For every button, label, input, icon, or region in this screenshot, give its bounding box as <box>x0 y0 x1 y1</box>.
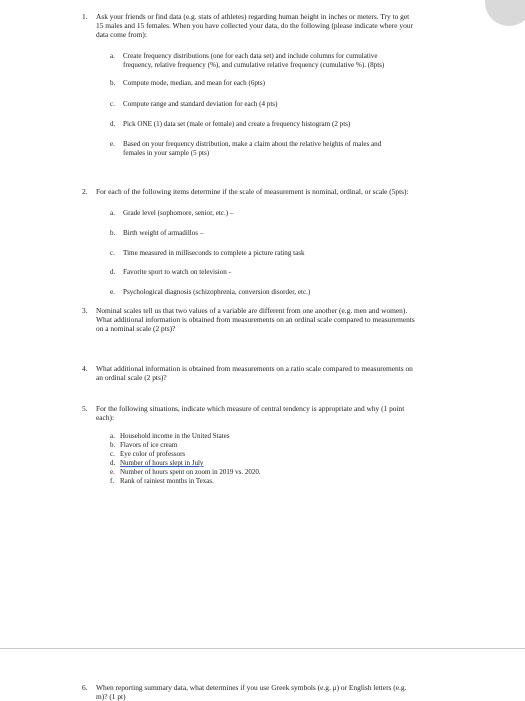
item-text-line: Grade level (sophomore, senior, etc.) – <box>123 209 234 217</box>
question-number: 6. <box>82 683 88 692</box>
question-number: 3. <box>82 306 88 315</box>
question-text-line: What additional information is obtained from measurements on an ordinal scale compared to measurements <box>96 315 415 325</box>
item-text-line: Compute mode, median, and mean for each (6pts) <box>123 79 266 87</box>
item-text-line: Create frequency distributions (one for each data set) and include columns for cumulative <box>123 52 378 60</box>
question-text-line: an ordinal scale (2 pts)? <box>96 373 167 383</box>
question-number: 1. <box>82 12 88 21</box>
question-text-line: each): <box>96 413 115 423</box>
question-text-line: on a nominal scale (2 pts)? <box>96 324 176 334</box>
question-text-line: For the following situations, indicate which measure of central tendency is appropriate and why (1 point <box>96 404 405 413</box>
item-text: Flavors of ice cream <box>120 441 178 449</box>
item-text-line: frequency, relative frequency (%), and cumulative relative frequency (cumulative %). (8pts) <box>123 60 385 69</box>
question-number: 5. <box>82 404 88 413</box>
document-page: 1. Ask your friends or find data (e.g. stats of athletes) regarding human height in inches or meters. Try to get 15 males and 15 females. When you have collected your data, do the following (please indicate where your data come from): a. Create frequency distributions (one for each data set) and include columns for cumulative frequency, relative frequency (%), and cumulative relative frequency (cumulative %). (8pts) b. Compute mode, median, and mean for each (6pts) c. Compute range and standard deviation for each (4 pts) d. Pick ONE (1) data set (male or female) and create a frequency histogram (2 pts) e. Based on your frequency distribution, make a claim about the relative heights of males and females in your sample (5 pts) 2. For each of the following items determine if the scale of measurement is nominal, ordinal, or scale (5pts): a. Grade level (sophomore, senior, etc.) – b. Birth weight of armadillos – c. Time measured in milliseconds to complete a picture rating task d. Favorite sport to watch on television - e. Psychological diagnosis (schizophrenia, conversion disorder, etc.) 3. Nominal scales tell us that two values of a variable are different from one another (e.g. men and women). What additional information is obtained from measurements on an ordinal scale compared to measurements on a nominal scale (2 pts)? 4. What additional information is obtained from measurements on a ratio scale compared to measurements on an ordinal scale (2 pts)? 5. For the following situations, indicate which measure of central tendency is appropriate and why (1 point each): a. Household income in the United States b. Flavors of ice cream c. Eye color of professors d. Number of hours slept in July e. Number of hours spent on zoom in 2019 vs. 2020. f. Rank of rainiest months in Texas. 6. When reporting summary data, what determines if you use Greek symbols (e.g. μ) or English letters (e.g. m)? (1 pt) <box>0 0 525 700</box>
question-text-line: For each of the following items determine if the scale of measurement is nominal, ordinal, or scale (5pts): <box>96 187 409 196</box>
item-text: Number of hours slept in July <box>120 459 204 467</box>
item-text: Household income in the United States <box>120 432 230 440</box>
item-text-line: females in your sample (5 pts) <box>123 148 210 157</box>
question-text-line: When reporting summary data, what determines if you use Greek symbols (e.g. μ) or English letters (e.g. <box>96 683 407 692</box>
page-break-divider <box>0 648 525 649</box>
question-number: 4. <box>82 364 88 373</box>
item-text-line: Favorite sport to watch on television - <box>123 268 231 276</box>
item-text-line: Based on your frequency distribution, make a claim about the relative heights of males and <box>123 140 382 148</box>
item-text-line: Compute range and standard deviation for each (4 pts) <box>123 100 278 108</box>
question-text-line: m)? (1 pt) <box>96 692 126 701</box>
question-text-line: Nominal scales tell us that two values of a variable are different from one another (e.g. men and women). <box>96 306 408 315</box>
item-text-line: Time measured in milliseconds to complete a picture rating task <box>123 249 305 257</box>
item-text: Eye color of professors <box>120 450 186 458</box>
question-text-line: Ask your friends or find data (e.g. stats of athletes) regarding human height in inches or meters. Try to get <box>96 12 410 21</box>
question-text-line: What additional information is obtained from measurements on a ratio scale compared to measurements on <box>96 364 413 373</box>
question-number: 2. <box>82 187 88 196</box>
item-text-line: Psychological diagnosis (schizophrenia, conversion disorder, etc.) <box>123 288 311 296</box>
item-text: Rank of rainiest months in Texas. <box>120 477 214 485</box>
avatar <box>485 0 525 26</box>
item-text: Number of hours spent on zoom in 2019 vs. 2020. <box>120 468 261 476</box>
question-text-line: data come from): <box>96 30 147 40</box>
item-text-line: Birth weight of armadillos – <box>123 229 204 237</box>
item-text-line: Pick ONE (1) data set (male or female) and create a frequency histogram (2 pts) <box>123 120 351 128</box>
question-text-line: 15 males and 15 females. When you have collected your data, do the following (please indicate where your <box>96 21 413 31</box>
